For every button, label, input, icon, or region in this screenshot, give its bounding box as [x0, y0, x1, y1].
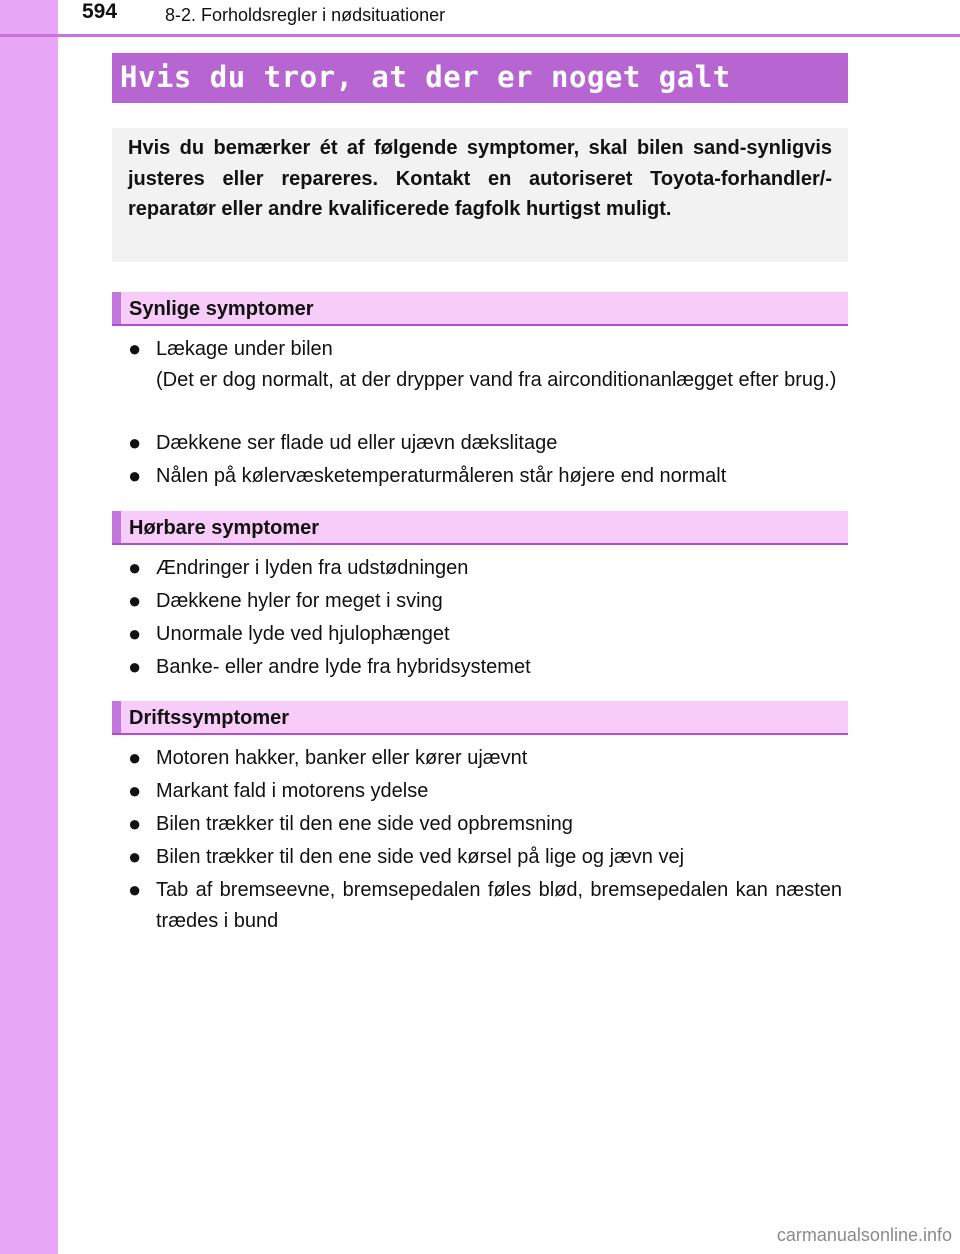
list-item-text: Markant fald i motorens ydelse — [156, 780, 429, 802]
page-title: Hvis du tror, at der er noget galt — [120, 60, 731, 94]
list-item-text: Unormale lyde ved hjulophænget — [156, 623, 450, 645]
bullet-icon: ● — [128, 844, 142, 869]
subhead-title: Synlige symptomer — [129, 298, 314, 320]
bullet-icon: ● — [128, 588, 142, 613]
bullet-icon: ● — [128, 621, 142, 646]
bullet-icon: ● — [128, 654, 142, 679]
list-item-text: Banke- eller andre lyde fra hybridsystemet — [156, 656, 531, 678]
bullet-icon: ● — [128, 463, 142, 488]
subhead-audible-symptoms — [112, 511, 848, 545]
intro-box — [112, 128, 848, 262]
title-bar — [112, 53, 848, 103]
intro-text: Hvis du bemærker ét af følgende symptomer, skal bilen sand-synligvis justeres eller repareres. Kontakt en autoriseret Toyota-forhandler/-reparatør eller andre kvalificerede fagfolk hurtigst muligt. — [128, 137, 832, 220]
bullet-icon: ● — [128, 430, 142, 455]
subhead-title: Driftssymptomer — [129, 707, 290, 729]
section-label: 8-2. Forholdsregler i nødsituationer — [165, 5, 446, 25]
list-item-text: Bilen trækker til den ene side ved opbremsning — [156, 813, 573, 835]
subhead-operating-symptoms — [112, 701, 848, 735]
bullet-icon: ● — [128, 745, 142, 770]
page-number: 594 — [82, 0, 118, 23]
header-divider — [0, 34, 960, 37]
bullet-icon: ● — [128, 811, 142, 836]
list-item-text: Dækkene hyler for meget i sving — [156, 590, 443, 612]
watermark-footer: carmanualsonline.info — [776, 1225, 952, 1245]
list-item-text: Ændringer i lyden fra udstødningen — [156, 557, 469, 579]
subhead-visible-symptoms — [112, 292, 848, 326]
bullet-icon: ● — [128, 778, 142, 803]
bullet-icon: ● — [128, 555, 142, 580]
list-item-text: Tab af bremseevne, bremsepedalen føles blød, bremsepedalen kan næsten trædes i bund — [156, 879, 842, 932]
bullet-icon: ● — [128, 877, 142, 902]
list-item-text: Nålen på kølervæsketemperaturmåleren står højere end normalt — [156, 465, 727, 487]
subhead-title: Hørbare symptomer — [129, 517, 320, 539]
bullet-icon: ● — [128, 336, 142, 361]
left-color-band — [0, 0, 58, 1254]
list-item-text: Motoren hakker, banker eller kører ujævnt — [156, 747, 528, 769]
list-item-text: Lækage under bilen (Det er dog normalt, at der drypper vand fra airconditionanlægget efter brug.) — [156, 338, 837, 391]
list-item-text: Dækkene ser flade ud eller ujævn dækslitage — [156, 432, 558, 454]
list-item-text: Bilen trækker til den ene side ved kørsel på lige og jævn vej — [156, 846, 685, 868]
